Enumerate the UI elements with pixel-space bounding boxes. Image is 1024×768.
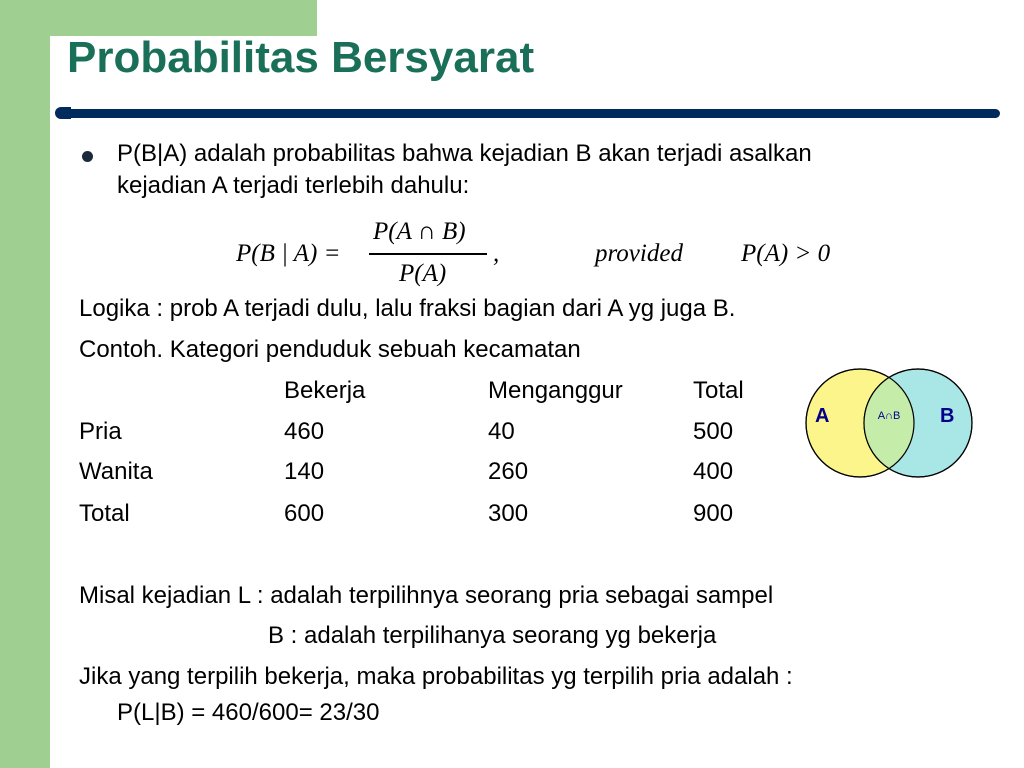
title-rule [66, 109, 1000, 118]
table-row-label: Wanita [79, 458, 153, 485]
misal-line-2: B : adalah terpilihanya seorang yg bekerja [268, 622, 717, 649]
venn-diagram [803, 366, 973, 480]
formula-numerator: P(A ∩ B) [373, 218, 466, 245]
bullet-line-2: kejadian A terjadi terlebih dahulu: [117, 172, 470, 199]
table-row-label: Total [79, 500, 130, 527]
table-cell: 500 [693, 418, 734, 445]
jika-line-2: P(L|B) = 460/600= 23/30 [117, 699, 380, 726]
venn-label-ab: A∩B [877, 410, 901, 422]
logika-text: Logika : prob A terjadi dulu, lalu fraksi bagian dari A yg juga B. [79, 295, 736, 322]
table-header-total: Total [693, 377, 744, 404]
left-accent-strip [0, 0, 50, 768]
table-cell: 300 [488, 500, 529, 527]
table-cell: 600 [284, 500, 325, 527]
table-cell: 260 [488, 458, 529, 485]
top-accent-band [50, 0, 317, 36]
table-cell: 900 [693, 500, 734, 527]
table-cell: 40 [488, 418, 515, 445]
formula-provided: provided [595, 240, 683, 267]
formula-denominator: P(A) [399, 260, 447, 287]
bullet-dot-icon [82, 151, 93, 162]
venn-label-a: A [815, 405, 830, 427]
slide-title: Probabilitas Bersyarat [67, 33, 535, 82]
table-row-label: Pria [79, 418, 122, 445]
contoh-text: Contoh. Kategori penduduk sebuah kecamatan [79, 336, 581, 363]
misal-line-1: Misal kejadian L : adalah terpilihnya seorang pria sebagai sampel [79, 582, 774, 609]
bullet-line-1: P(B|A) adalah probabilitas bahwa kejadian B akan terjadi asalkan [117, 140, 812, 167]
table-header-menganggur: Menganggur [488, 377, 623, 404]
formula-comma: , [493, 240, 500, 267]
conditional-probability-formula [236, 218, 856, 290]
table-cell: 460 [284, 418, 325, 445]
table-cell: 400 [693, 458, 734, 485]
fraction-bar [369, 253, 487, 255]
jika-line-1: Jika yang terpilih bekerja, maka probabilitas yg terpilih pria adalah : [79, 663, 793, 690]
table-cell: 140 [284, 458, 325, 485]
venn-label-b: B [940, 405, 955, 427]
formula-condition: P(A) > 0 [741, 240, 831, 267]
formula-lhs: P(B | A) = [236, 240, 341, 267]
table-header-bekerja: Bekerja [284, 377, 366, 404]
